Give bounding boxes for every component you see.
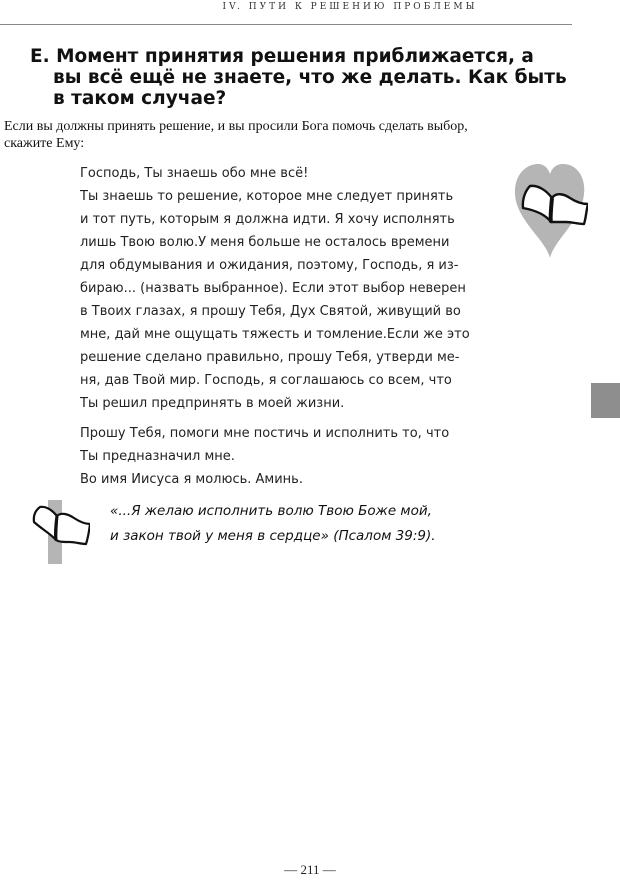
open-book-icon <box>30 500 90 564</box>
prayer-line: Во имя Иисуса я молюсь. Аминь. <box>80 472 303 487</box>
heading-line: вы всё ещё не знаете, что же делать. Как быть <box>53 67 567 88</box>
prayer-line: Господь, Ты знаешь обо мне всё! <box>80 166 309 181</box>
chapter-edge-tab <box>591 383 620 418</box>
prayer-line: бираю... (назвать выбранное). Если этот выбор неверен <box>80 281 466 296</box>
prayer-line: мне, дай мне ощущать тяжесть и томление.Если же это <box>80 327 470 342</box>
running-header: IV. ПУТИ К РЕШЕНИЮ ПРОБЛЕМЫ <box>222 2 478 12</box>
prayer-line: ня, дав Твой мир. Господь, я соглашаюсь со всем, что <box>80 373 452 388</box>
header-rule <box>0 24 572 25</box>
scripture-quote <box>110 499 530 549</box>
prayer-line: для обдумывания и ожидания, поэтому, Господь, я из- <box>80 258 459 273</box>
page-number: — 211 — <box>284 862 336 877</box>
quote-line: «...Я желаю исполнить волю Твою Боже мой, <box>110 503 432 519</box>
intro-paragraph <box>4 118 616 152</box>
paragraph-gap <box>80 415 510 422</box>
heading-line: Е. Момент принятия решения приближается, а <box>30 46 534 67</box>
prayer-line: Ты предназначил мне. <box>80 449 235 464</box>
heading-line: в таком случае? <box>53 88 227 109</box>
section-heading <box>30 46 590 109</box>
prayer-line: Прошу Тебя, помоги мне постичь и исполнить то, что <box>80 426 450 441</box>
prayer-block <box>80 162 510 491</box>
intro-line: Если вы должны принять решение, и вы просили Бога помочь сделать выбор, <box>4 119 468 134</box>
intro-line: скажите Ему: <box>4 136 85 151</box>
prayer-line: лишь Твою волю.У меня больше не осталось времени <box>80 235 450 250</box>
prayer-line: и тот путь, которым я должна идти. Я хочу исполнять <box>80 212 455 227</box>
prayer-line: Ты решил предпринять в моей жизни. <box>80 396 345 411</box>
prayer-line: Ты знаешь то решение, которое мне следует принять <box>80 189 454 204</box>
heart-with-open-book-icon <box>512 160 588 260</box>
prayer-line: в Твоих глазах, я прошу Тебя, Дух Святой, живущий во <box>80 304 461 319</box>
quote-line: и закон твой у меня в сердце» (Псалом 39:9). <box>110 528 436 544</box>
prayer-line: решение сделано правильно, прошу Тебя, утверди ме- <box>80 350 460 365</box>
